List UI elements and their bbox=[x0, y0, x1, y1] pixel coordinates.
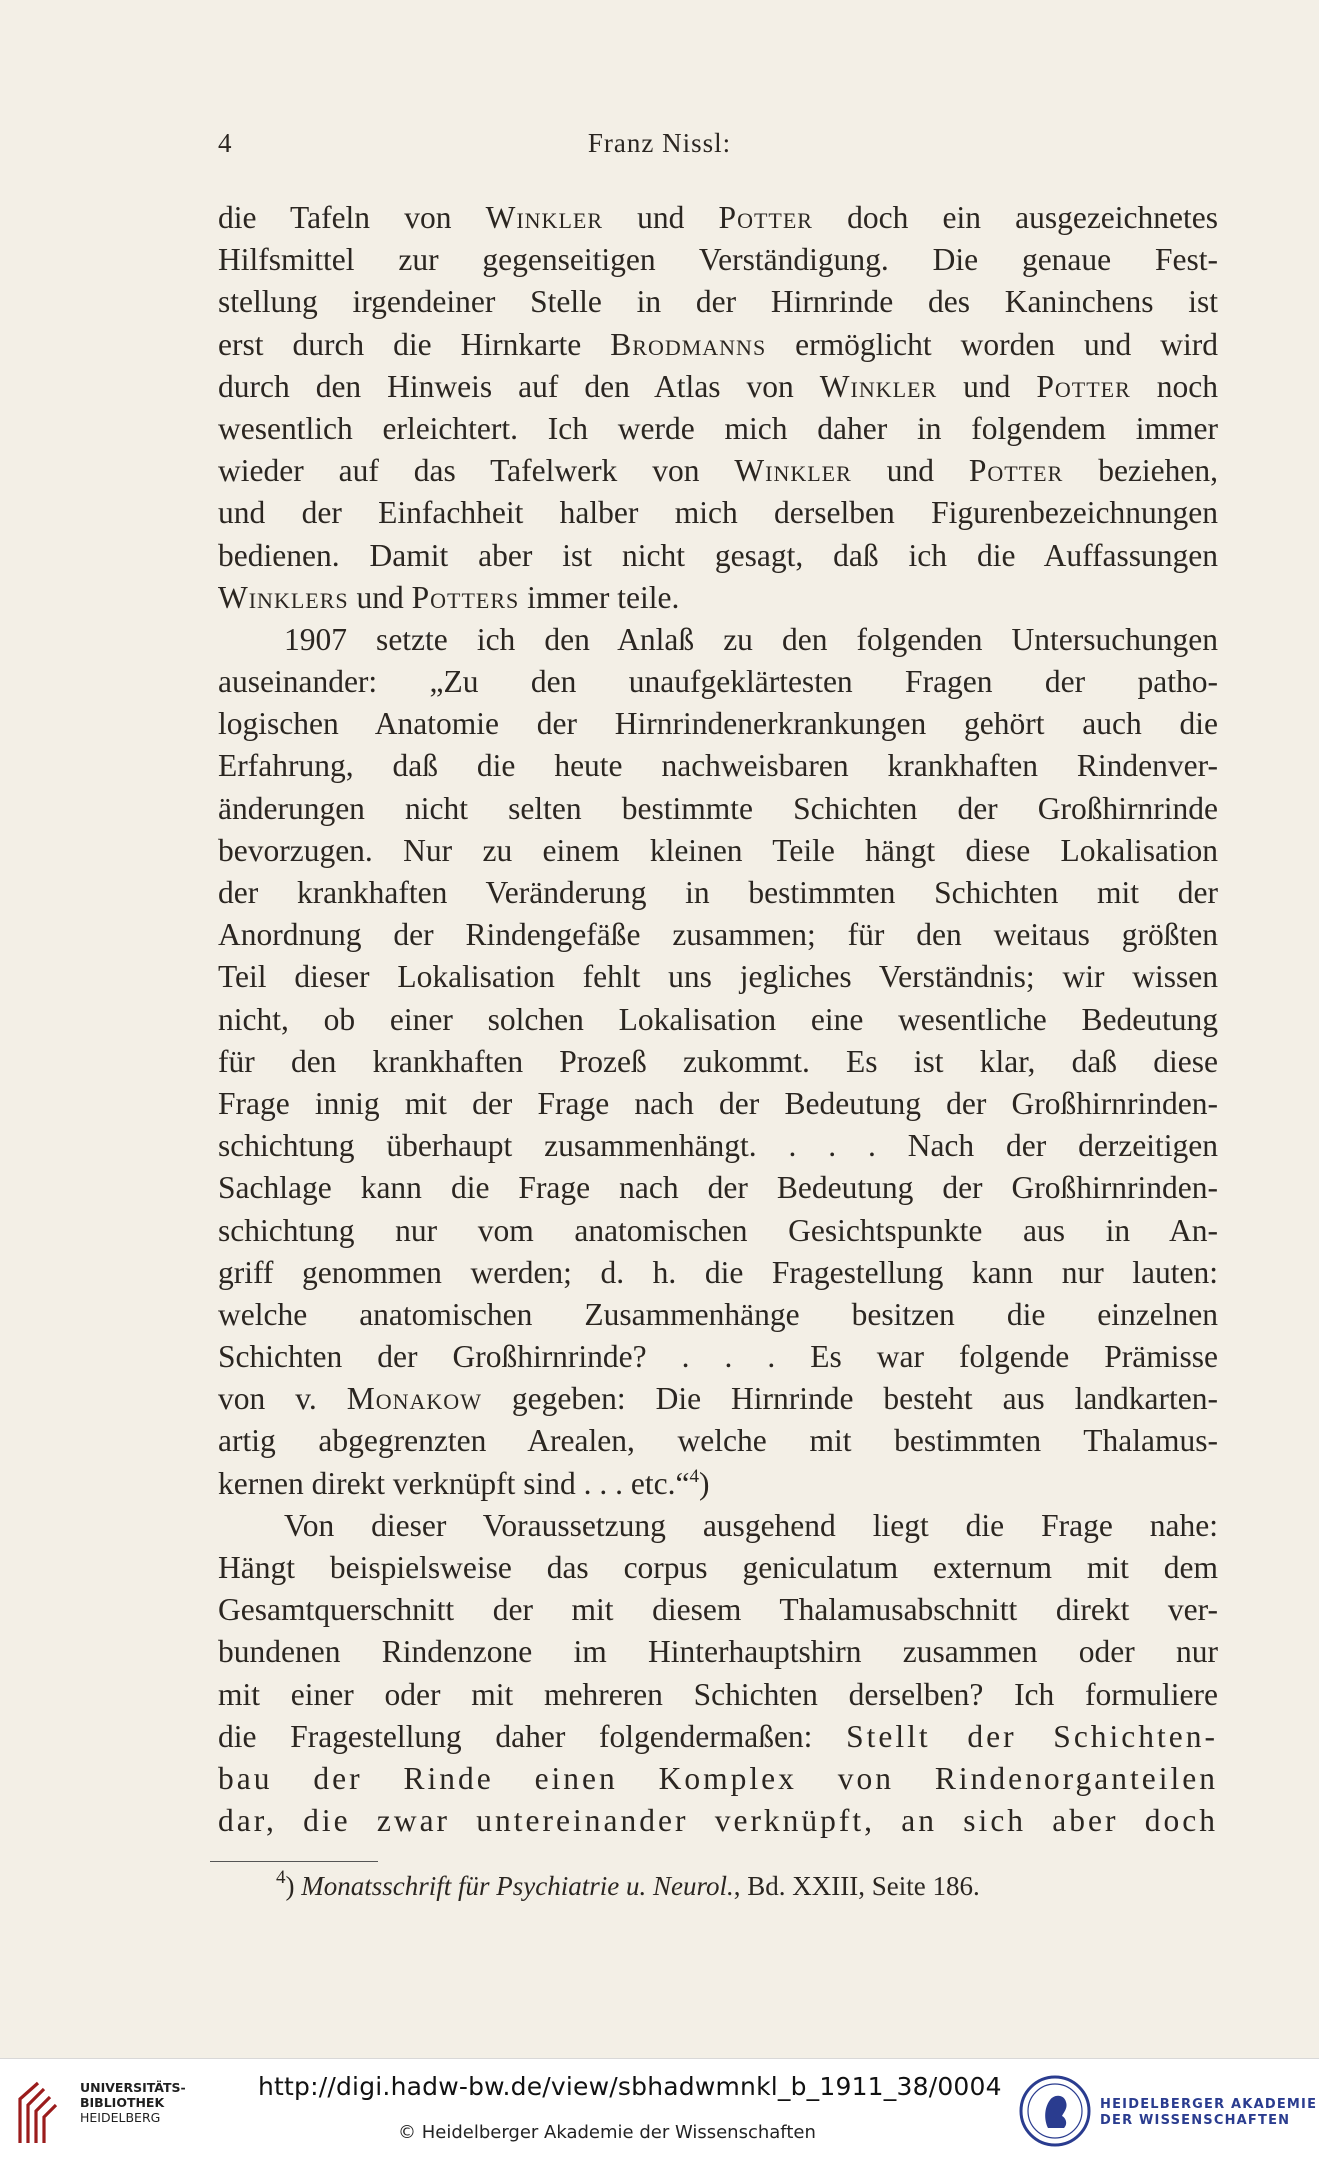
footer-bar bbox=[0, 2058, 1319, 2159]
text-line: Sachlage kann die Frage nach der Bedeutung der Großhirnrinden- bbox=[218, 1170, 1218, 1206]
text-line: Frage innig mit der Frage nach der Bedeutung der Großhirnrinden- bbox=[218, 1085, 1218, 1121]
author-name: Winkler bbox=[819, 368, 938, 404]
text-line: die Fragestellung daher folgendermaßen: Stellt der Schichten- bbox=[218, 1718, 1219, 1754]
emphasis-text: Stellt der Schichten- bbox=[846, 1718, 1219, 1754]
text-line: schichtung überhaupt zusammenhängt. . . . Nach der derzeitigen bbox=[218, 1128, 1218, 1164]
text-line: für den krankhaften Prozeß zukommt. Es ist klar, daß diese bbox=[218, 1043, 1218, 1079]
text-line: die Tafeln von Winkler und Potter doch ein ausgezeichnetes bbox=[218, 200, 1218, 235]
page-number: 4 bbox=[218, 128, 232, 158]
author-name: Potter bbox=[968, 453, 1064, 489]
copyright-notice: © Heidelberger Akademie der Wissenschaften bbox=[398, 2122, 816, 2143]
footnote-marker: 4 bbox=[276, 1867, 286, 1888]
text-line: erst durch die Hirnkarte Brodmanns ermöglicht worden und wird bbox=[218, 326, 1218, 362]
library-name: UNIVERSITÄTS- BIBLIOTHEK HEIDELBERG bbox=[80, 2080, 186, 2125]
text-line: wieder auf das Tafelwerk von Winkler und Potter beziehen, bbox=[218, 453, 1218, 489]
text-line: Schichten der Großhirnrinde? . . . Es war folgende Prämisse bbox=[218, 1339, 1218, 1375]
journal-title: Monatsschrift für Psychiatrie u. Neurol. bbox=[301, 1871, 734, 1901]
text-line: Gesamtquerschnitt der mit diesem Thalamusabschnitt direkt ver- bbox=[218, 1592, 1218, 1628]
text-line: stellung irgendeiner Stelle in der Hirnrinde des Kaninchens ist bbox=[218, 284, 1218, 320]
running-head: Franz Nissl: bbox=[587, 128, 732, 158]
author-name: Potter bbox=[1036, 368, 1131, 404]
text-line: und der Einfachheit halber mich derselben Figurenbezeichnungen bbox=[218, 495, 1218, 531]
footnote: $^4$) Monatsschrift für Psychiatrie u. Neurol., Bd. XXIII, Seite 186. bbox=[276, 1867, 980, 1901]
text-line: mit einer oder mit mehreren Schichten derselben? Ich formuliere bbox=[218, 1676, 1218, 1712]
text-line: Erfahrung, daß die heute nachweisbaren krankhaften Rindenver- bbox=[218, 748, 1218, 784]
text-line: griff genommen werden; d. h. die Fragestellung kann nur lauten: bbox=[218, 1254, 1218, 1290]
text-line: 1907 setzte ich den Anlaß zu den folgenden Untersuchungen bbox=[284, 621, 1218, 657]
university-library-logo bbox=[16, 2077, 72, 2147]
text-line: kernen direkt verknüpft sind . . . etc.“$^4$) bbox=[218, 1465, 710, 1501]
text-line: bedienen. Damit aber ist nicht gesagt, daß ich die Auffassungen bbox=[218, 537, 1218, 573]
text-line: änderungen nicht selten bestimmte Schichten der Großhirnrinde bbox=[218, 790, 1218, 826]
text-line: Hängt beispielsweise das corpus geniculatum externum mit dem bbox=[218, 1550, 1218, 1585]
text-line: bau der Rinde einen Komplex von Rindenorganteilen bbox=[218, 1760, 1218, 1796]
author-name: Monakow bbox=[346, 1381, 482, 1417]
academy-seal-icon bbox=[1018, 2074, 1092, 2148]
footnote-divider bbox=[210, 1861, 378, 1862]
author-name: Potters bbox=[411, 579, 520, 615]
text-line: artig abgegrenzten Arealen, welche mit bestimmten Thalamus- bbox=[218, 1423, 1218, 1459]
body-text bbox=[218, 197, 1218, 1842]
author-name: Brodmanns bbox=[610, 326, 767, 362]
text-line: wesentlich erleichtert. Ich werde mich daher in folgendem immer bbox=[218, 410, 1218, 446]
author-name: Winkler bbox=[485, 200, 603, 235]
text-line: bundenen Rindenzone im Hinterhauptshirn zusammen oder nur bbox=[218, 1634, 1218, 1670]
text-line: logischen Anatomie der Hirnrindenerkrankungen gehört auch die bbox=[218, 706, 1218, 742]
author-name: Winklers bbox=[218, 579, 349, 615]
text-line: schichtung nur vom anatomischen Gesichtspunkte aus in An- bbox=[218, 1212, 1218, 1248]
text-line: von v. Monakow gegeben: Die Hirnrinde besteht aus landkarten- bbox=[218, 1381, 1218, 1417]
text-line: bevorzugen. Nur zu einem kleinen Teile hängt diese Lokalisation bbox=[218, 832, 1218, 868]
text-line: der krankhaften Veränderung in bestimmten Schichten mit der bbox=[218, 875, 1218, 910]
text-line: durch den Hinweis auf den Atlas von Winkler und Potter noch bbox=[218, 368, 1219, 404]
document-link[interactable]: http://digi.hadw-bw.de/view/sbhadwmnkl_b_1911_38/0004 bbox=[258, 2072, 1002, 2101]
text-line: Von dieser Voraussetzung ausgehend liegt die Frage nahe: bbox=[284, 1507, 1218, 1543]
text-line: welche anatomischen Zusammenhänge besitzen die einzelnen bbox=[218, 1296, 1218, 1332]
text-line: nicht, ob einer solchen Lokalisation eine wesentliche Bedeutung bbox=[218, 1001, 1218, 1037]
footnote-reference: 4 bbox=[689, 1465, 699, 1487]
academy-name: HEIDELBERGER AKADEMIE DER WISSENSCHAFTEN bbox=[1100, 2097, 1318, 2128]
author-name: Winkler bbox=[734, 453, 852, 489]
text-line: auseinander: „Zu den unaufgeklärtesten Fragen der patho- bbox=[218, 664, 1218, 700]
author-name: Potter bbox=[718, 200, 813, 235]
text-line: Hilfsmittel zur gegenseitigen Verständigung. Die genaue Fest- bbox=[218, 242, 1218, 278]
text-line: Winklers und Potters immer teile. bbox=[218, 579, 680, 615]
text-line: dar, die zwar untereinander verknüpft, an sich aber doch bbox=[218, 1803, 1218, 1839]
page-header bbox=[0, 128, 1319, 168]
text-line: Anordnung der Rindengefäße zusammen; für den weitaus größten bbox=[218, 917, 1218, 953]
text-line: Teil dieser Lokalisation fehlt uns jegliches Verständnis; wir wissen bbox=[218, 959, 1218, 995]
